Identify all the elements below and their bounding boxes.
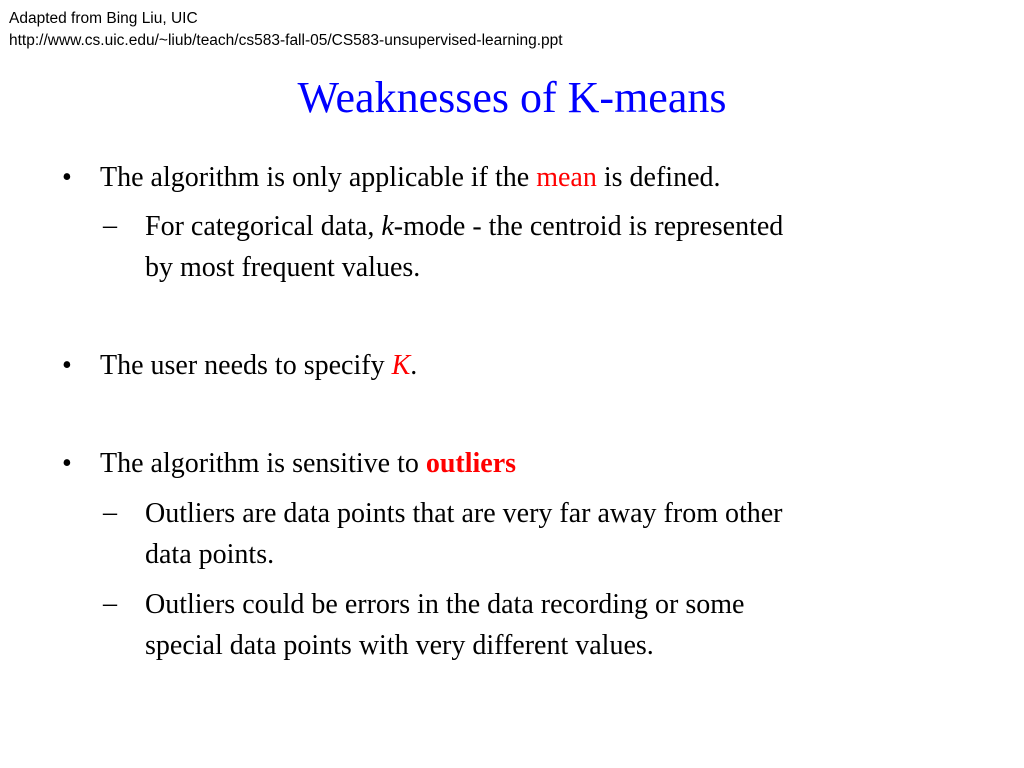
- bullet-3-text: [100, 446, 516, 482]
- sub-3-2-mark: –: [103, 588, 117, 619]
- sub-1-1-text: [145, 206, 783, 288]
- bullet-2-highlight: K: [391, 350, 411, 381]
- bullet-1-mark: •: [62, 162, 72, 193]
- bullet-3-mark: •: [62, 448, 72, 479]
- sub-1-1-italic: k: [381, 211, 394, 242]
- bullet-1-pre: The algorithm is only applicable if the: [100, 162, 537, 193]
- bullet-1-text: [100, 160, 721, 196]
- sub-3-2-text: [145, 584, 744, 666]
- bullet-1-post: is defined.: [596, 162, 721, 193]
- bullet-2-post: .: [410, 350, 418, 381]
- bullet-2-text: [100, 348, 417, 384]
- attribution-source: Adapted from Bing Liu, UIC: [9, 10, 198, 27]
- sub-1-1-line2: by most frequent values.: [145, 252, 421, 283]
- bullet-2-pre: The user needs to specify: [100, 350, 392, 381]
- sub-1-1-line1: [145, 206, 783, 247]
- sub-1-1-mark: –: [103, 210, 117, 241]
- slide-title: Weaknesses of K-means: [297, 73, 727, 122]
- sub-1-1-pre: For categorical data,: [145, 211, 382, 242]
- sub-3-1-text: [145, 493, 783, 575]
- sub-1-1-post: -mode - the centroid is represented: [393, 211, 784, 242]
- bullet-1-highlight: mean: [536, 162, 597, 193]
- sub-3-1-line1: Outliers are data points that are very far away from other: [145, 498, 783, 529]
- bullet-3-pre: The algorithm is sensitive to: [100, 448, 426, 479]
- sub-3-2-line1: Outliers could be errors in the data recording or some: [145, 589, 745, 620]
- bullet-3-highlight: outliers: [425, 448, 517, 479]
- sub-3-2-line2: special data points with very different values.: [145, 630, 654, 661]
- sub-3-1-mark: –: [103, 497, 117, 528]
- attribution-url: http://www.cs.uic.edu/~liub/teach/cs583-fall-05/CS583-unsupervised-learning.ppt: [9, 32, 563, 49]
- sub-3-1-line2: data points.: [145, 539, 275, 570]
- bullet-2-mark: •: [62, 350, 72, 381]
- attribution: [9, 8, 563, 52]
